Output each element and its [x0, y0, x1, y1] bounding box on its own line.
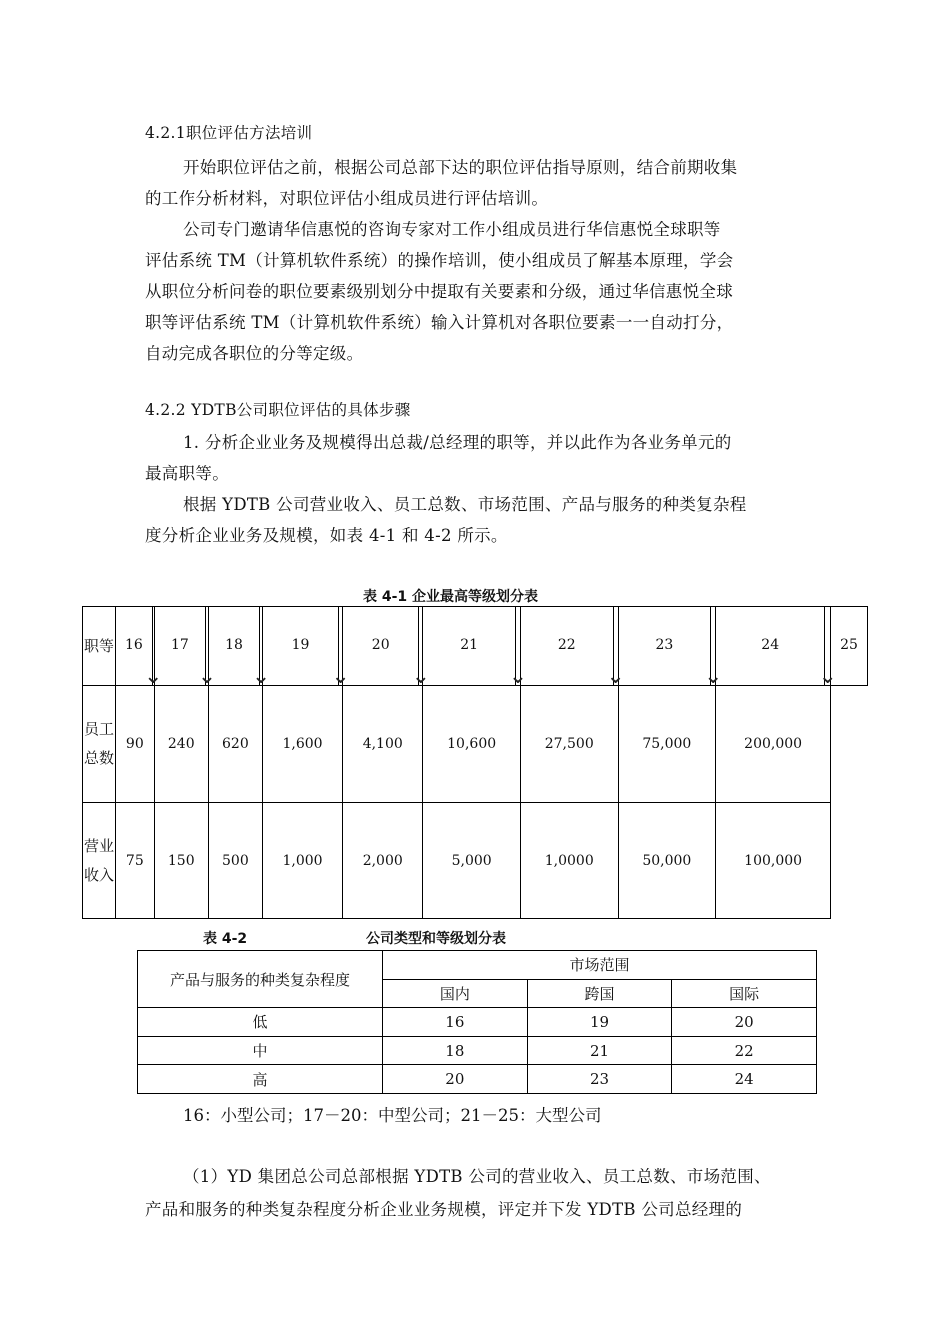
table-row-revenue	[83, 803, 868, 919]
row-header-revenue: 营业收入	[83, 803, 116, 919]
row-label: 高	[138, 1065, 383, 1094]
grade-cell: 19	[262, 607, 338, 686]
paragraph-line: 度分析企业业务及规模，如表 4-1 和 4-2 所示。	[145, 526, 508, 545]
paragraph-line: 1. 分析企业业务及规模得出总裁/总经理的职等，并以此作为各业务单元的	[183, 433, 732, 452]
grade-marker	[818, 607, 837, 689]
grade-marker	[331, 607, 350, 689]
grade-marker	[411, 607, 431, 689]
paragraph-line: 公司专门邀请华信惠悦的咨询专家对工作小组成员进行华信惠悦全球职等	[183, 220, 721, 239]
chevron-down-icon: ⌄	[411, 664, 431, 689]
chevron-down-icon: ⌄	[508, 664, 528, 689]
chevron-down-icon: ⌄	[703, 664, 723, 689]
table-cell: 23	[527, 1065, 672, 1094]
paragraph-line: 根据 YDTB 公司营业收入、员工总数、市场范围、产品与服务的种类复杂程	[183, 495, 747, 514]
revenue-cell: 50,000	[618, 803, 716, 919]
row-header-grade: 职等	[83, 607, 116, 686]
grade-cell: 25	[831, 607, 868, 686]
paragraph-line: 产品和服务的种类复杂程度分析企业业务规模，评定并下发 YDTB 公司总经理的	[145, 1200, 743, 1219]
employees-cell: 75,000	[618, 686, 716, 803]
table-cell: 16	[383, 1008, 528, 1037]
table-row	[138, 1008, 817, 1037]
revenue-cell: 2,000	[343, 803, 423, 919]
company-size-note: 16：小型公司；17－20：中型公司；21－25：大型公司	[183, 1106, 602, 1125]
grade-marker	[251, 607, 271, 689]
chevron-down-icon: ⌄	[251, 664, 271, 689]
paragraph-line: 开始职位评估之前，根据公司总部下达的职位评估指导原则，结合前期收集	[183, 158, 738, 177]
corner-header: 产品与服务的种类复杂程度	[138, 951, 383, 1008]
employees-cell: 620	[208, 686, 262, 803]
section-heading-4-2-2: 4.2.2 YDTB公司职位评估的具体步骤	[145, 401, 411, 419]
grade-cell: 22	[520, 607, 613, 686]
chevron-down-icon: ⌄	[818, 664, 837, 689]
column-header: 国内	[383, 979, 528, 1008]
grade-marker	[606, 607, 625, 689]
revenue-cell: 100,000	[716, 803, 831, 919]
employees-cell: 200,000	[716, 686, 831, 803]
grade-cell: 18	[208, 607, 259, 686]
table-cell: 20	[383, 1065, 528, 1094]
paragraph-line: 职等评估系统 TM（计算机软件系统）输入计算机对各职位要素一一自动打分，	[145, 313, 734, 332]
table-cell: 21	[527, 1036, 672, 1065]
section-heading-4-2-1: 4.2.1职位评估方法培训	[145, 124, 313, 142]
table-4-1-caption: 表 4-1 企业最高等级划分表	[363, 589, 539, 605]
grade-marker	[703, 607, 723, 689]
table-4-2-caption-title: 公司类型和等级划分表	[366, 931, 506, 947]
revenue-cell: 500	[208, 803, 262, 919]
grade-marker	[144, 607, 163, 689]
employees-cell: 10,600	[423, 686, 521, 803]
paragraph-line: （1）YD 集团总公司总部根据 YDTB 公司的营业收入、员工总数、市场范围、	[183, 1167, 771, 1186]
chevron-down-icon: ⌄	[144, 664, 163, 689]
revenue-cell: 75	[116, 803, 155, 919]
column-header: 跨国	[527, 979, 672, 1008]
paragraph-line: 最高职等。	[145, 464, 229, 483]
chevron-down-icon: ⌄	[331, 664, 350, 689]
grade-cell: 17	[154, 607, 205, 686]
table-row-grades	[83, 607, 868, 686]
employees-cell: 1,600	[262, 686, 342, 803]
grade-marker	[197, 607, 217, 689]
row-label: 低	[138, 1008, 383, 1037]
chevron-down-icon: ⌄	[606, 664, 625, 689]
employees-cell: 27,500	[520, 686, 618, 803]
table-4-2-caption-number: 表 4-2	[203, 931, 248, 947]
employees-cell: 240	[154, 686, 208, 803]
revenue-cell: 1,0000	[520, 803, 618, 919]
grade-marker	[508, 607, 528, 689]
table-cell: 24	[672, 1065, 817, 1094]
table-row-employees	[83, 686, 868, 803]
grade-cell: 20	[343, 607, 419, 686]
grade-cell: 24	[716, 607, 825, 686]
paragraph-line: 的工作分析材料，对职位评估小组成员进行评估培训。	[145, 189, 549, 208]
grade-table	[82, 606, 868, 919]
revenue-cell: 5,000	[423, 803, 521, 919]
company-type-table	[137, 950, 817, 1094]
grade-cell: 21	[423, 607, 516, 686]
table-cell: 20	[672, 1008, 817, 1037]
chevron-down-icon: ⌄	[197, 664, 217, 689]
table-row	[138, 1036, 817, 1065]
paragraph-line: 从职位分析问卷的职位要素级别划分中提取有关要素和分级，通过华信惠悦全球	[145, 282, 733, 301]
grade-cell: 23	[618, 607, 711, 686]
paragraph-line: 自动完成各职位的分等定级。	[145, 344, 364, 363]
table-cell: 22	[672, 1036, 817, 1065]
paragraph-line: 评估系统 TM（计算机软件系统）的操作培训，使小组成员了解基本原理，学会	[145, 251, 734, 270]
grade-cell: 16	[116, 607, 153, 686]
row-label: 中	[138, 1036, 383, 1065]
revenue-cell: 150	[154, 803, 208, 919]
column-header: 国际	[672, 979, 817, 1008]
row-header-employees: 员工总数	[83, 686, 116, 803]
employees-cell: 4,100	[343, 686, 423, 803]
market-header: 市场范围	[383, 951, 817, 980]
employees-cell: 90	[116, 686, 155, 803]
table-row	[138, 951, 817, 980]
table-cell: 18	[383, 1036, 528, 1065]
table-row	[138, 1065, 817, 1094]
revenue-cell: 1,000	[262, 803, 342, 919]
table-cell: 19	[527, 1008, 672, 1037]
